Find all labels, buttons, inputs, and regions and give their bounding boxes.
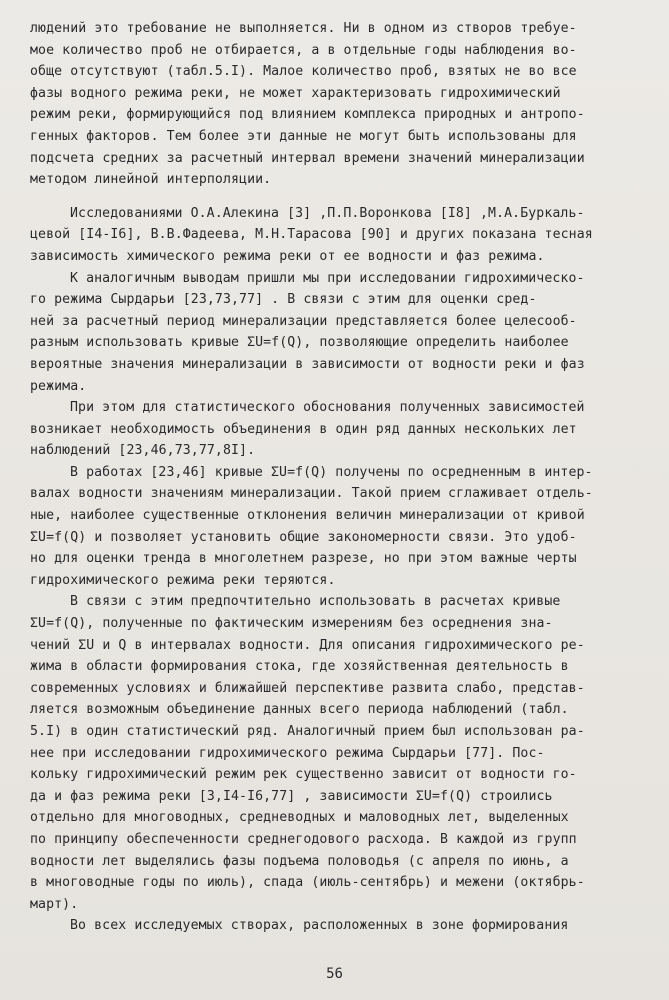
text-line: нее при исследовании гидрохимического режима Сырдарьи [77]. Пос- — [30, 745, 545, 761]
text-line: ные, наиболее существенные отклонения величин минерализации от кривой — [30, 508, 585, 524]
text-line: го режима Сырдарьи [23,73,77] . В связи с этим для оценки сред- — [30, 292, 537, 308]
text-line: вероятные значения минерализации в зависимости от водности реки и фаз — [30, 356, 585, 372]
text-line: людений это требование не выполняется. Ни в одном из створов требуе- — [30, 21, 577, 36]
text-line: кольку гидрохимический режим рек существенно зависит от водности го- — [30, 767, 577, 783]
text-line: ΣU=f(Q), полученные по фактическим измерениям без осреднения зна- — [30, 616, 553, 632]
text-line: разным использовать кривые ΣU=f(Q), позволяющие определить наиболее — [30, 335, 569, 351]
page-number: 56 — [326, 966, 343, 982]
text-line: В связи с этим предпочтительно использовать в расчетах кривые — [70, 594, 561, 610]
text-line: ней за расчетный период минерализации представляется более целесооб- — [30, 313, 577, 329]
text-line: но для оценки тренда в многолетнем разрезе, но при этом важные черты — [30, 551, 577, 567]
text-line: цевой [I4-I6], В.В.Фадеева, М.Н.Тарасова [90] и других показана тесная — [30, 227, 593, 243]
body-text — [30, 18, 642, 937]
text-line: гидрохимического режима реки теряются. — [30, 572, 336, 588]
text-line: К аналогичным выводам пришли мы при исследовании гидрохимическо- — [70, 270, 585, 286]
text-line: возникает необходимость объединения в один ряд данных нескольких лет — [30, 421, 577, 437]
text-line: да и фаз режима реки [3,I4-I6,77] , зависимости ΣU=f(Q) строились — [30, 788, 553, 804]
text-line: по принципу обеспеченности среднегодового расхода. В каждой из групп — [30, 831, 577, 847]
text-line: фазы водного режима реки, не может характеризовать гидрохимический — [30, 85, 561, 101]
text-line: ΣU=f(Q) и позволяет установить общие закономерности связи. Это удоб- — [30, 529, 577, 545]
text-line: подсчета средних за расчетный интервал времени значений минерализации — [30, 150, 585, 166]
text-line: Исследованиями О.А.Алекина [3] ,П.П.Воронкова [I8] ,М.А.Буркаль- — [70, 205, 585, 221]
text-line: 5.I) в один статистический ряд. Аналогичный прием был использован ра- — [30, 724, 585, 739]
text-line: в многоводные годы по июль), спада (июль-сентябрь) и межени (октябрь- — [30, 875, 585, 891]
text-line: В работах [23,46] кривые ΣU=f(Q) получены по осредненным в интер- — [70, 464, 593, 480]
text-line: режима. — [30, 378, 87, 394]
text-line: режим реки, формирующийся под влиянием комплекса природных и антропо- — [30, 107, 585, 123]
text-line: генных факторов. Тем более эти данные не могут быть использованы для — [30, 128, 577, 144]
text-line: валах водности значениям минерализации. Такой прием сглаживает отдель- — [30, 486, 593, 502]
text-line: методом линейной интерполяции. — [30, 172, 272, 188]
text-line: чений ΣU и Q в интервалах водности. Для описания гидрохимического ре- — [30, 637, 585, 653]
text-line: отдельно для многоводных, средневодных и маловодных лет, выделенных — [30, 810, 569, 826]
text-line: ляется возможным объединение данных всего периода наблюдений (табл. — [30, 702, 569, 718]
text-line: зависимость химического режима реки от ее водности и фаз режима. — [30, 248, 545, 264]
text-line: обще отсутствуют (табл.5.I). Малое количество проб, взятых не во все — [30, 64, 577, 80]
text-line: жима в области формирования стока, где хозяйственная деятельность в — [30, 659, 569, 675]
text-line: современных условиях и ближайшей перспективе развита слабо, представ- — [30, 680, 585, 696]
text-line: Во всех исследуемых створах, расположенных в зоне формирования — [70, 918, 569, 934]
text-line: При этом для статистического обоснования полученных зависимостей — [70, 400, 585, 416]
text-line: водности лет выделялись фазы подъема половодья (с апреля по июнь, а — [30, 853, 569, 869]
text-line: наблюдений [23,46,73,77,8I]. — [30, 443, 256, 459]
text-line: мое количество проб не отбирается, а в отдельные годы наблюдения во- — [30, 42, 577, 58]
text-line: март). — [30, 896, 79, 912]
